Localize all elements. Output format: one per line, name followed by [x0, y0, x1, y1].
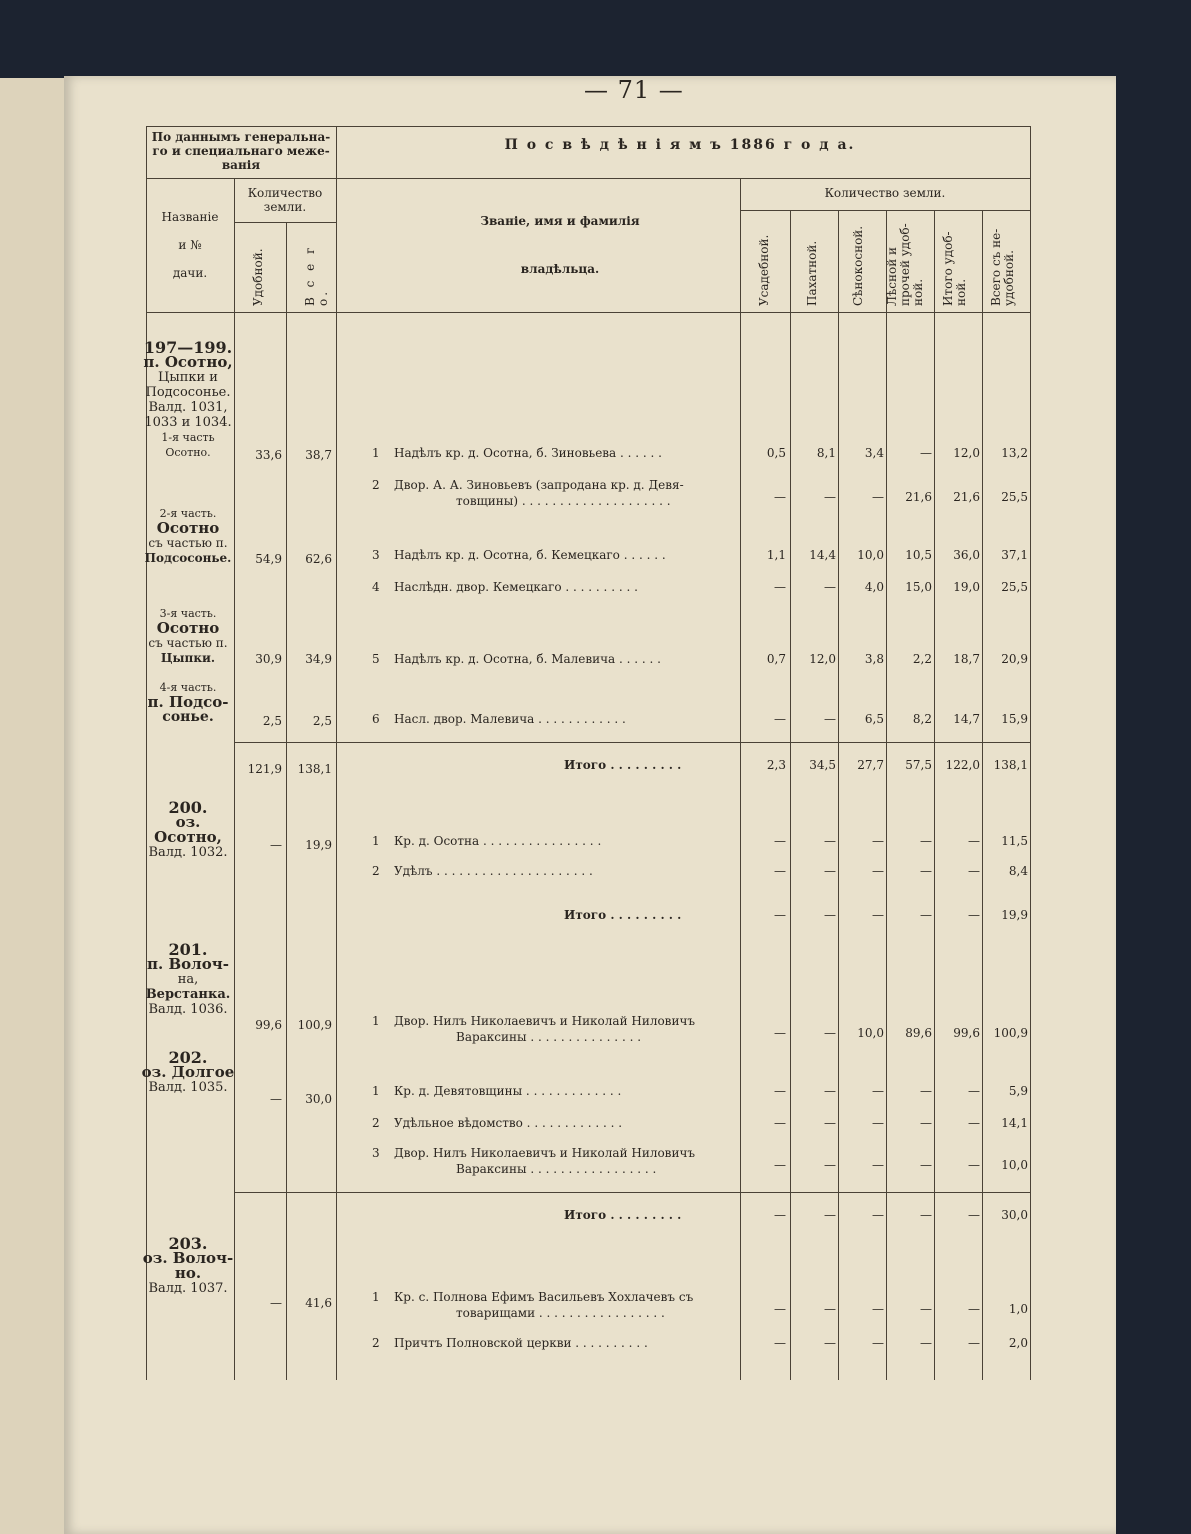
- land-value: 12,0: [953, 446, 980, 460]
- land-value: 5,9: [1008, 1084, 1028, 1098]
- land-value: 15,0: [905, 580, 932, 594]
- col-rule: [740, 178, 741, 1380]
- owner-name: Двор. А. А. Зиновьевъ (запродана кр. д. Девя-: [394, 478, 684, 492]
- vsego-value: 34,9: [305, 652, 332, 666]
- land-value: —: [920, 1208, 932, 1222]
- land-value: —: [824, 1336, 836, 1350]
- land-value: 21,6: [905, 490, 932, 504]
- col-rule: [286, 222, 287, 1380]
- land-value: —: [968, 1208, 980, 1222]
- vsego-value: 38,7: [305, 448, 332, 462]
- land-value: 12,0: [809, 652, 836, 666]
- table-border-right: [1030, 126, 1031, 1380]
- land-value: —: [968, 864, 980, 878]
- land-value: 37,1: [1001, 548, 1028, 562]
- row-number: 3: [372, 1146, 380, 1160]
- vsego-value: 62,6: [305, 552, 332, 566]
- itogo-label: Итого . . . . . . . . .: [564, 908, 682, 922]
- dacha-201: 201. п. Волоч- на, Верстанка. Валд. 1036.: [145, 940, 231, 1017]
- row-number: 3: [372, 548, 380, 562]
- land-value: —: [824, 490, 836, 504]
- owner-name: Двор. Нилъ Николаевичъ и Николай Ниловичъ: [394, 1014, 696, 1028]
- land-value: 11,5: [1001, 834, 1028, 848]
- land-value: 2,3: [766, 758, 786, 772]
- land-value: 10,0: [857, 548, 884, 562]
- header-vsego: В с е г о.: [303, 244, 330, 306]
- owner-name: Насл. двор. Малевича . . . . . . . . . . . .: [394, 712, 626, 726]
- land-value: 2,0: [1008, 1336, 1028, 1350]
- page-number: — 71 —: [584, 76, 684, 104]
- land-value: —: [872, 1084, 884, 1098]
- row-number: 1: [372, 1290, 380, 1304]
- row-number: 6: [372, 712, 380, 726]
- header-rule: [146, 178, 1030, 179]
- header-owner-1: Званіе, имя и фамилія: [480, 214, 640, 228]
- col-rule: [886, 210, 887, 1380]
- land-value: 0,7: [766, 652, 786, 666]
- land-value: 2,2: [912, 652, 932, 666]
- owner-name: Надѣлъ кр. д. Осотна, б. Зиновьева . . . . . .: [394, 446, 662, 460]
- land-value: —: [872, 1116, 884, 1130]
- header-pakhatnoy: Пахатной.: [805, 240, 819, 306]
- land-value: —: [774, 1208, 786, 1222]
- land-value: —: [824, 1302, 836, 1316]
- udobnoy-value: 121,9: [247, 762, 282, 776]
- owner-name-cont: товщины) . . . . . . . . . . . . . . . . . . . .: [456, 494, 671, 508]
- land-value: 8,4: [1008, 864, 1028, 878]
- land-value: —: [824, 580, 836, 594]
- row-number: 2: [372, 1116, 380, 1130]
- owner-name: Причтъ Полновской церкви . . . . . . . . . .: [394, 1336, 648, 1350]
- land-value: —: [968, 1336, 980, 1350]
- land-value: —: [968, 1302, 980, 1316]
- row-number: 2: [372, 478, 380, 492]
- land-value: —: [920, 1336, 932, 1350]
- udobnoy-value: 54,9: [255, 552, 282, 566]
- land-value: 1,1: [766, 548, 786, 562]
- col-rule: [934, 210, 935, 1380]
- land-value: —: [872, 1158, 884, 1172]
- owner-name-cont: товарищами . . . . . . . . . . . . . . . . .: [456, 1306, 665, 1320]
- section-rule: [234, 1192, 1030, 1193]
- land-value: —: [774, 908, 786, 922]
- land-value: 14,7: [953, 712, 980, 726]
- row-number: 1: [372, 446, 380, 460]
- land-value: 14,1: [1001, 1116, 1028, 1130]
- udobnoy-value: —: [270, 1296, 282, 1310]
- header-qty-col-2: Количество земли.: [824, 186, 946, 200]
- udobnoy-value: 33,6: [255, 448, 282, 462]
- land-value: 1,0: [1008, 1302, 1028, 1316]
- dacha-203: 203. оз. Волоч- но. Валд. 1037.: [142, 1234, 234, 1296]
- land-value: 138,1: [993, 758, 1028, 772]
- land-value: 8,2: [912, 712, 932, 726]
- land-value: —: [824, 908, 836, 922]
- land-value: 36,0: [953, 548, 980, 562]
- header-owner-2: владѣльца.: [520, 262, 600, 276]
- udobnoy-value: 2,5: [262, 714, 282, 728]
- land-value: —: [824, 1208, 836, 1222]
- land-value: —: [824, 1084, 836, 1098]
- header-udobnoy: Удобной.: [251, 248, 265, 306]
- owner-name: Наслѣдн. двор. Кемецкаго . . . . . . . . . .: [394, 580, 638, 594]
- land-value: —: [824, 712, 836, 726]
- land-value: —: [920, 1158, 932, 1172]
- vsego-value: 41,6: [305, 1296, 332, 1310]
- land-value: —: [920, 1302, 932, 1316]
- owner-name: Кр. д. Осотна . . . . . . . . . . . . . . . .: [394, 834, 602, 848]
- header-senokosnoy: Сѣнокосной.: [851, 225, 865, 306]
- udobnoy-value: 30,9: [255, 652, 282, 666]
- land-value: 100,9: [993, 1026, 1028, 1040]
- land-value: —: [824, 1116, 836, 1130]
- land-value: —: [824, 864, 836, 878]
- land-value: —: [920, 1116, 932, 1130]
- land-value: —: [774, 834, 786, 848]
- land-value: —: [872, 1336, 884, 1350]
- land-value: —: [968, 908, 980, 922]
- land-value: 6,5: [864, 712, 884, 726]
- land-value: 18,7: [953, 652, 980, 666]
- col-rule: [790, 210, 791, 1380]
- land-value: —: [872, 1302, 884, 1316]
- udobnoy-value: 99,6: [255, 1018, 282, 1032]
- owner-name-cont: Вараксины . . . . . . . . . . . . . . . . .: [456, 1162, 657, 1176]
- header-rule: [740, 210, 1030, 211]
- vsego-value: 19,9: [305, 838, 332, 852]
- land-value: —: [920, 864, 932, 878]
- udobnoy-value: —: [270, 1092, 282, 1106]
- vsego-value: 138,1: [297, 762, 332, 776]
- land-value: —: [968, 1116, 980, 1130]
- land-value: 3,8: [864, 652, 884, 666]
- owner-name: Кр. д. Девятовщины . . . . . . . . . . . . .: [394, 1084, 622, 1098]
- land-value: —: [774, 1302, 786, 1316]
- land-value: —: [872, 864, 884, 878]
- land-value: 25,5: [1001, 490, 1028, 504]
- land-value: —: [872, 490, 884, 504]
- land-value: 122,0: [945, 758, 980, 772]
- land-value: 19,0: [953, 580, 980, 594]
- table-top-rule: [146, 126, 1030, 127]
- land-value: 25,5: [1001, 580, 1028, 594]
- land-value: —: [920, 834, 932, 848]
- land-value: 21,6: [953, 490, 980, 504]
- previous-page-edge: [0, 78, 66, 1534]
- land-value: —: [872, 834, 884, 848]
- header-rule: [234, 222, 336, 223]
- owner-name: Удѣлъ . . . . . . . . . . . . . . . . . . . . .: [394, 864, 593, 878]
- land-value: 8,1: [816, 446, 836, 460]
- land-value: 0,5: [766, 446, 786, 460]
- land-value: —: [774, 712, 786, 726]
- land-value: 27,7: [857, 758, 884, 772]
- itogo-label: Итого . . . . . . . . .: [564, 758, 682, 772]
- land-value: —: [774, 1336, 786, 1350]
- header-name-col: Названіе и № дачи.: [161, 210, 219, 280]
- land-value: 10,5: [905, 548, 932, 562]
- land-value: 10,0: [857, 1026, 884, 1040]
- land-value: —: [774, 1084, 786, 1098]
- row-number: 1: [372, 1014, 380, 1028]
- land-value: —: [824, 1026, 836, 1040]
- itogo-label: Итого . . . . . . . . .: [564, 1208, 682, 1222]
- land-value: —: [968, 1084, 980, 1098]
- owner-name: Удѣльное вѣдомство . . . . . . . . . . . . .: [394, 1116, 623, 1130]
- dacha-202: 202. оз. Долгое Валд. 1035.: [141, 1048, 235, 1095]
- row-number: 1: [372, 834, 380, 848]
- owner-name: Кр. с. Полнова Ефимъ Васильевъ Хохлачевъ съ: [394, 1290, 694, 1304]
- dacha-part-3: 3-я часть. Осотно съ частью п. Цыпки.: [148, 607, 228, 665]
- land-value: 13,2: [1001, 446, 1028, 460]
- land-value: —: [774, 1116, 786, 1130]
- land-value: —: [824, 834, 836, 848]
- col-rule: [838, 210, 839, 1380]
- land-value: —: [824, 1158, 836, 1172]
- header-lesnoy: Лѣсной и прочей удоб-ной.: [885, 223, 925, 306]
- header-usadebnoy: Усадебной.: [757, 234, 771, 306]
- land-value: 3,4: [864, 446, 884, 460]
- land-value: 34,5: [809, 758, 836, 772]
- land-value: 89,6: [905, 1026, 932, 1040]
- land-value: 15,9: [1001, 712, 1028, 726]
- land-value: —: [968, 834, 980, 848]
- table-border-left: [146, 126, 147, 1380]
- owner-name: Надѣлъ кр. д. Осотна, б. Малевича . . . . . .: [394, 652, 661, 666]
- dacha-part-2: 2-я часть. Осотно съ частью п. Подсосонье.: [144, 507, 232, 565]
- land-value: 20,9: [1001, 652, 1028, 666]
- land-value: 30,0: [1001, 1208, 1028, 1222]
- land-value: —: [968, 1158, 980, 1172]
- vsego-value: 2,5: [312, 714, 332, 728]
- udobnoy-value: —: [270, 838, 282, 852]
- land-value: —: [920, 1084, 932, 1098]
- land-value: —: [774, 1026, 786, 1040]
- header-bottom-rule: [146, 312, 1030, 313]
- row-number: 2: [372, 864, 380, 878]
- dacha-part-4: 4-я часть. п. Подсо- сонье.: [147, 681, 229, 725]
- land-value: —: [774, 864, 786, 878]
- vsego-value: 30,0: [305, 1092, 332, 1106]
- land-value: 57,5: [905, 758, 932, 772]
- header-left-group: По даннымъ генеральна-го и специальнаго меже-ванія: [151, 130, 331, 172]
- vsego-value: 100,9: [297, 1018, 332, 1032]
- land-value: —: [774, 580, 786, 594]
- land-value: 99,6: [953, 1026, 980, 1040]
- header-vsego-neudob: Всего съ не-удобной.: [989, 228, 1016, 306]
- section-rule: [234, 742, 1030, 743]
- land-value: —: [920, 908, 932, 922]
- dacha-197-199: 197—199. п. Осотно, Цыпки и Подсосонье. Валд. 1031, 1033 и 1034. 1-я часть Осотно.: [143, 338, 233, 459]
- owner-name: Надѣлъ кр. д. Осотна, б. Кемецкаго . . . . . .: [394, 548, 666, 562]
- dacha-200: 200. оз. Осотно, Валд. 1032.: [148, 798, 228, 860]
- land-value: —: [920, 446, 932, 460]
- land-value: —: [872, 1208, 884, 1222]
- row-number: 4: [372, 580, 380, 594]
- owner-name: Двор. Нилъ Николаевичъ и Николай Ниловичъ: [394, 1146, 696, 1160]
- land-value: 14,4: [809, 548, 836, 562]
- col-rule: [982, 210, 983, 1380]
- header-itogo-udob: Итого удоб-ной.: [941, 231, 968, 306]
- row-number: 5: [372, 652, 380, 666]
- header-right-group: П о с в ѣ д ѣ н і я м ъ 1886 г о д а.: [504, 137, 856, 153]
- land-value: —: [774, 1158, 786, 1172]
- header-qty-col: Количество земли.: [247, 186, 323, 214]
- land-value: 19,9: [1001, 908, 1028, 922]
- land-value: —: [872, 908, 884, 922]
- row-number: 1: [372, 1084, 380, 1098]
- row-number: 2: [372, 1336, 380, 1350]
- land-value: 10,0: [1001, 1158, 1028, 1172]
- land-value: 4,0: [864, 580, 884, 594]
- land-value: —: [774, 490, 786, 504]
- owner-name-cont: Вараксины . . . . . . . . . . . . . . .: [456, 1030, 642, 1044]
